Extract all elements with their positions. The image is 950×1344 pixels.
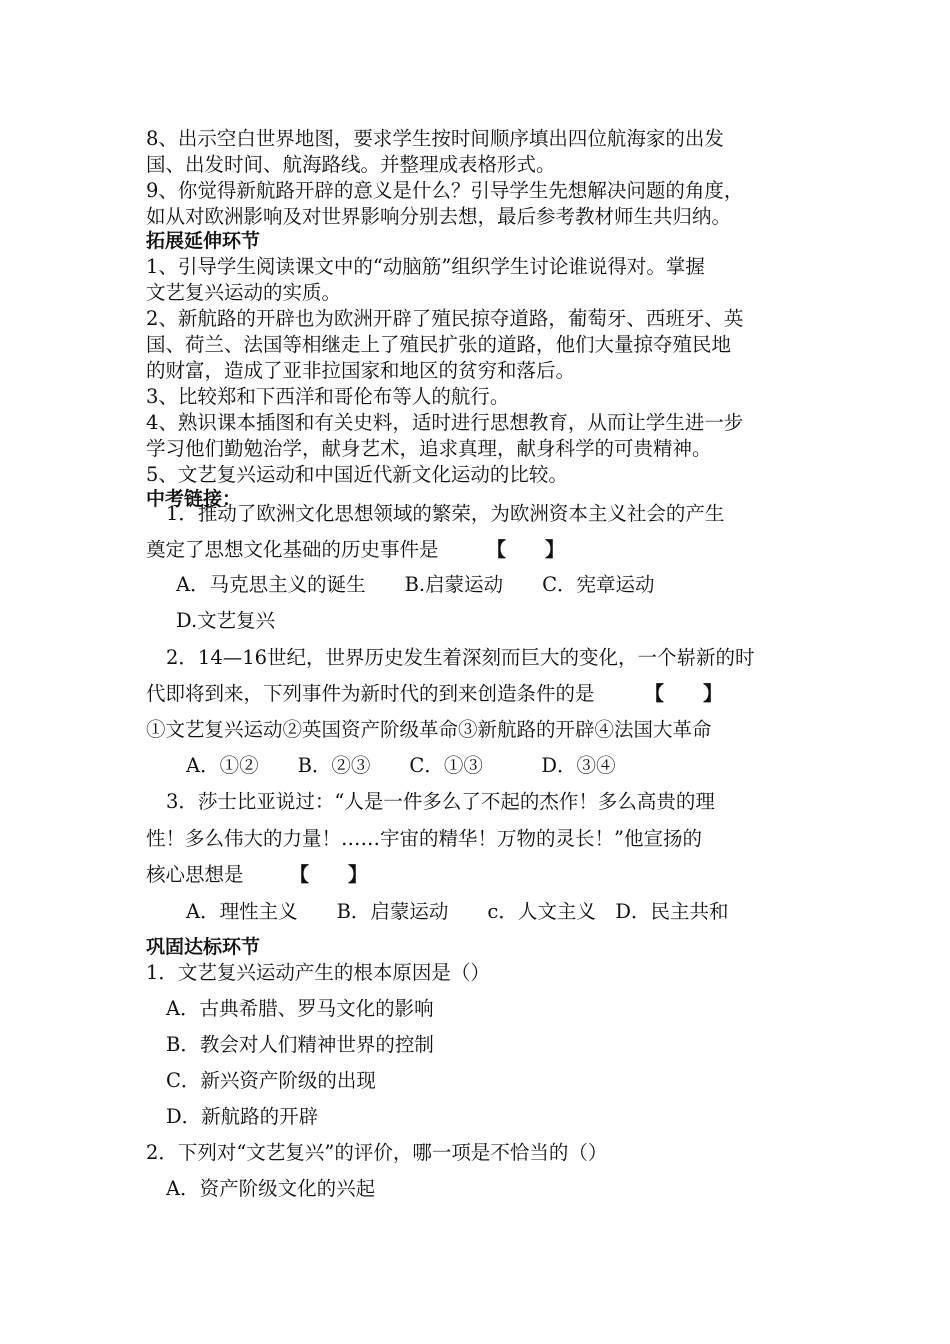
answer-option: A．古典希腊、罗马文化的影响 <box>166 997 434 1020</box>
text-line: 9、你觉得新航路开辟的意义是什么？引导学生先想解决问题的角度， <box>146 179 744 202</box>
question-text <box>146 862 368 888</box>
question-text-part: 奠定了思想文化基础的历史事件是 <box>146 538 439 561</box>
answer-option: C．新兴资产阶级的出现 <box>166 1069 376 1092</box>
answer-options: A．马克思主义的诞生 B.启蒙运动 C．宪章运动 <box>176 573 655 596</box>
answer-options: A．①② B．②③ C．①③ D．③④ <box>186 754 616 777</box>
section-heading-extend: 拓展延伸环节 <box>146 230 261 252</box>
question-text <box>146 537 565 563</box>
question-text: 1．文艺复兴运动产生的根本原因是（） <box>146 961 490 984</box>
question-text: 2．下列对“文艺复兴”的评价，哪一项是不恰当的（） <box>146 1141 608 1164</box>
text-line: 国、出发时间、航海路线。并整理成表格形式。 <box>146 153 556 176</box>
question-text-part: 代即将到来，下列事件为新时代的到来创造条件的是 <box>146 682 595 705</box>
answer-bracket: 【 】 <box>289 863 368 886</box>
section-heading-consolidate: 巩固达标环节 <box>146 936 261 958</box>
text-line: 如从对欧洲影响及对世界影响分别去想，最后参考教材师生共归纳。 <box>146 205 732 228</box>
answer-options: A．理性主义 B．启蒙运动 c．人文主义 D．民主共和 <box>186 900 729 923</box>
question-text: 3．莎士比亚说过：“人是一件多么了不起的杰作！多么高贵的理 <box>166 790 715 813</box>
text-line: 5、文艺复兴运动和中国近代新文化运动的比较。 <box>146 463 568 486</box>
question-text: 性！多么伟大的力量！……宇宙的精华！万物的灵长！”他宣扬的 <box>146 827 702 850</box>
answer-bracket: 【 】 <box>644 682 723 705</box>
question-text <box>146 681 723 707</box>
text-line: 文艺复兴运动的实质。 <box>146 281 342 304</box>
text-line: 1、引导学生阅读课文中的“动脑筋”组织学生讨论谁说得对。掌握 <box>146 255 705 278</box>
answer-bracket: 【 】 <box>486 538 565 561</box>
text-line: 8、出示空白世界地图，要求学生按时间顺序填出四位航海家的出发 <box>146 127 724 150</box>
section-heading-exam: 中考链接： <box>146 488 242 510</box>
answer-options: D.文艺复兴 <box>176 609 276 632</box>
answer-option: A．资产阶级文化的兴起 <box>166 1177 376 1200</box>
question-text-part: 核心思想是 <box>146 863 244 886</box>
question-text: ①文艺复兴运动②英国资产阶级革命③新航路的开辟④法国大革命 <box>146 718 712 741</box>
text-line: 学习他们勤勉治学，献身艺术，追求真理，献身科学的可贵精神。 <box>146 437 712 460</box>
text-line: 国、荷兰、法国等相继走上了殖民扩张的道路，他们大量掠夺殖民地 <box>146 333 732 356</box>
answer-option: D．新航路的开辟 <box>166 1105 319 1128</box>
text-line: 的财富，造成了亚非拉国家和地区的贫穷和落后。 <box>146 359 576 382</box>
question-text: 2．14—16世纪，世界历史发生着深刻而巨大的变化，一个崭新的时 <box>166 646 755 669</box>
text-line: 3、比较郑和下西洋和哥伦布等人的航行。 <box>146 385 510 408</box>
question-text: 1．推动了欧洲文化思想领域的繁荣，为欧洲资本主义社会的产生 <box>166 502 725 525</box>
answer-option: B．教会对人们精神世界的控制 <box>166 1033 434 1056</box>
text-line: 2、新航路的开辟也为欧洲开辟了殖民掠夺道路，葡萄牙、西班牙、英 <box>146 307 744 330</box>
text-line: 4、熟识课本插图和有关史料，适时进行思想教育，从而让学生进一步 <box>146 411 744 434</box>
